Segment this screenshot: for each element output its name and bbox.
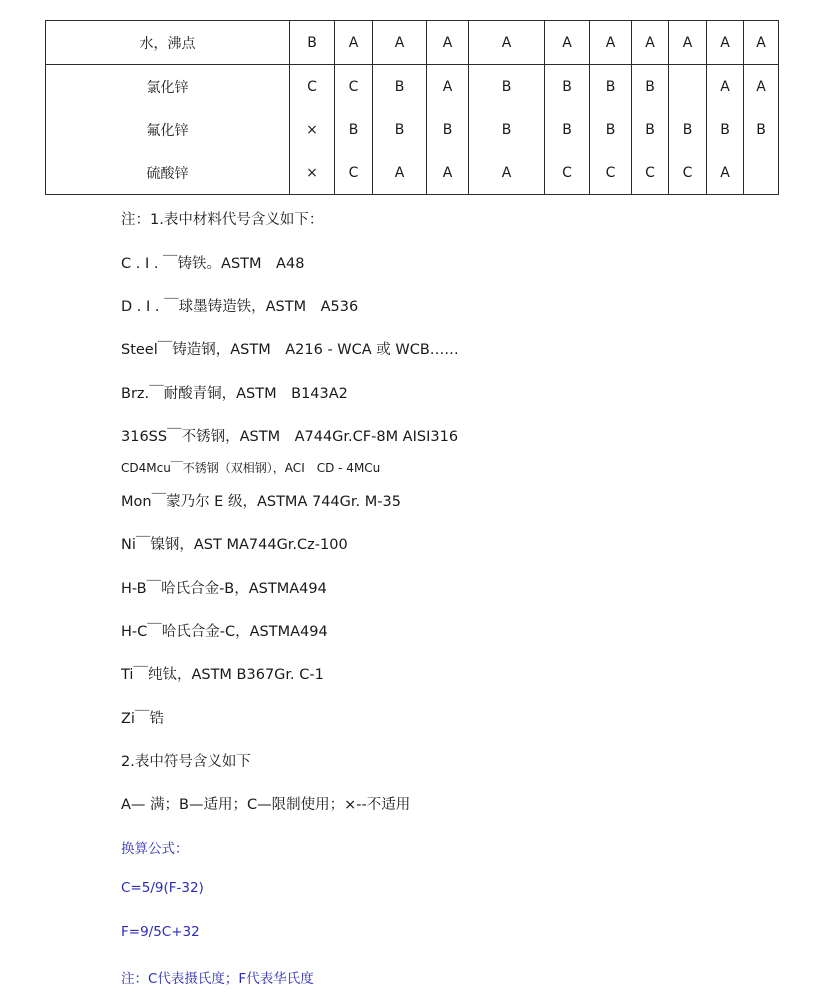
table-cell: C xyxy=(545,151,590,195)
table-row-label: 氯化锌 xyxy=(46,65,290,109)
table-cell: C xyxy=(335,65,373,109)
table-cell: C xyxy=(632,151,669,195)
table-cell: B xyxy=(469,108,545,151)
table-cell: C xyxy=(290,65,335,109)
table-cell: B xyxy=(669,108,707,151)
table-cell: A xyxy=(707,151,744,195)
table-cell: A xyxy=(707,21,744,65)
table-cell: B xyxy=(427,108,469,151)
note-material-di: D . I . ￣球墨铸造铁，ASTM A536 xyxy=(121,299,359,315)
table-cell: B xyxy=(632,65,669,109)
table-cell: B xyxy=(469,65,545,109)
table-cell: B xyxy=(707,108,744,151)
note-material-brz: Brz.￣耐酸青铜，ASTM B143A2 xyxy=(121,386,348,402)
note-material-hb: H-B￣哈氏合金-B，ASTMA494 xyxy=(121,581,327,597)
table-cell xyxy=(744,151,779,195)
note-material-ti: Ti￣纯钛，ASTM B367Gr. C-1 xyxy=(121,667,324,683)
table-cell: B xyxy=(590,108,632,151)
formula-c: C=5/9(F-32) xyxy=(121,880,204,896)
formula-f: F=9/5C+32 xyxy=(121,924,200,940)
note-material-zi: Zi￣锆 xyxy=(121,711,164,727)
table-cell: A xyxy=(469,21,545,65)
table-row xyxy=(46,151,779,195)
table-row-label: 氟化锌 xyxy=(46,108,290,151)
table-cell: B xyxy=(545,65,590,109)
table-cell: C xyxy=(590,151,632,195)
note-material-316ss: 316SS￣不锈钢，ASTM A744Gr.CF-8M AISI316 xyxy=(121,429,459,445)
note-material-hc: H-C￣哈氏合金-C，ASTMA494 xyxy=(121,624,328,640)
table-cell: A xyxy=(427,21,469,65)
table-cell: A xyxy=(632,21,669,65)
material-table xyxy=(45,20,779,195)
table-cell: A xyxy=(590,21,632,65)
table-cell: × xyxy=(290,151,335,195)
table-cell: B xyxy=(335,108,373,151)
table-cell: A xyxy=(427,65,469,109)
formula-note: 注：C代表摄氏度；F代表华氏度 xyxy=(121,971,314,987)
note-material-ni: Ni￣镍钢，AST MA744Gr.Cz-100 xyxy=(121,537,348,553)
note-heading: 注：1.表中材料代号含义如下： xyxy=(121,212,324,228)
table-cell: A xyxy=(427,151,469,195)
table-row xyxy=(46,108,779,151)
table-cell: A xyxy=(373,21,427,65)
table-cell: A xyxy=(469,151,545,195)
table-row xyxy=(46,65,779,109)
note-material-cd4mcu: CD4Mcu￣不锈钢（双相钢），ACI CD - 4MCu xyxy=(121,461,381,475)
table-cell: B xyxy=(744,108,779,151)
table-cell: C xyxy=(669,151,707,195)
table-cell: A xyxy=(545,21,590,65)
formula-title: 换算公式： xyxy=(121,841,189,857)
table-cell: B xyxy=(545,108,590,151)
table-cell: B xyxy=(373,65,427,109)
table-row-label: 硫酸锌 xyxy=(46,151,290,195)
table-cell: B xyxy=(290,21,335,65)
table-cell: A xyxy=(707,65,744,109)
note-symbols: A— 满；B—适用；C—限制使用；×--不适用 xyxy=(121,797,411,813)
table-row xyxy=(46,21,779,65)
table-cell: C xyxy=(335,151,373,195)
table-cell xyxy=(669,65,707,109)
table-cell: B xyxy=(632,108,669,151)
table-cell: A xyxy=(373,151,427,195)
table-cell: B xyxy=(590,65,632,109)
table-cell: × xyxy=(290,108,335,151)
table-cell: B xyxy=(373,108,427,151)
note-symbols-heading: 2.表中符号含义如下 xyxy=(121,754,251,770)
table-cell: A xyxy=(744,21,779,65)
table-cell: A xyxy=(335,21,373,65)
note-material-steel: Steel￣铸造钢，ASTM A216 - WCA 或 WCB…… xyxy=(121,342,459,358)
table-cell: A xyxy=(669,21,707,65)
table-row-label: 水，沸点 xyxy=(46,21,290,65)
note-material-mon: Mon￣蒙乃尔 E 级，ASTMA 744Gr. M-35 xyxy=(121,494,401,510)
table-cell: A xyxy=(744,65,779,109)
note-material-ci: C . I . ￣铸铁。ASTM A48 xyxy=(121,256,305,272)
